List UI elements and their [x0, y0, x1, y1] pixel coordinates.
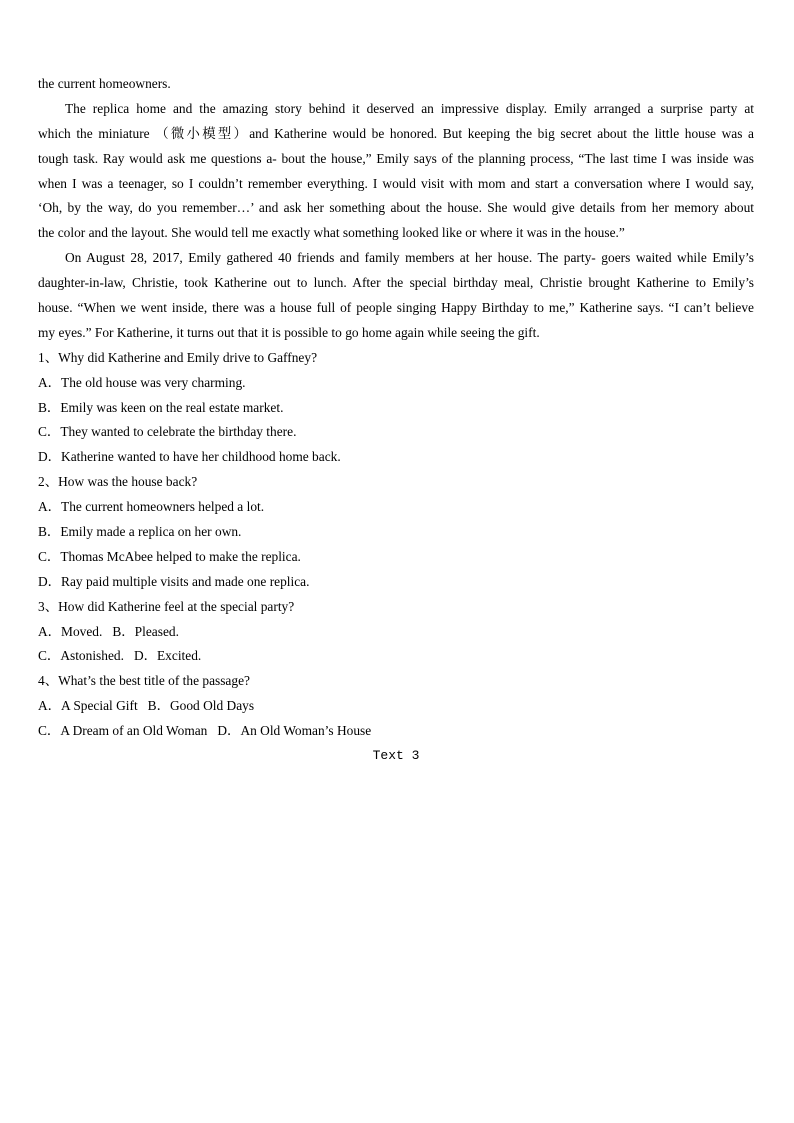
question-stem: 4、What’s the best title of the passage?	[38, 673, 250, 689]
option-row	[38, 371, 754, 396]
answer-option: A．The old house was very charming.	[38, 374, 246, 390]
answer-option: C．Astonished.	[38, 648, 124, 664]
answer-option: D．Katherine wanted to have her childhood home back.	[38, 449, 341, 465]
section-heading: Text 3	[372, 748, 420, 764]
passage-line: my eyes.” For Katherine, it turns out that it is possible to go home again while seeing the gift.	[38, 324, 540, 340]
option-row	[38, 495, 754, 520]
option-row	[38, 396, 754, 421]
passage-line: tough task. Ray would ask me questions a- bout the house,” Emily says of the planning process, “The last time I was inside was	[38, 150, 754, 166]
option-row	[38, 420, 754, 445]
passage	[38, 72, 754, 346]
answer-option: C．They wanted to celebrate the birthday there.	[38, 424, 297, 440]
passage-line: The replica home and the amazing story behind it deserved an impressive display. Emily arranged a surprise party at	[65, 100, 754, 116]
answer-option: B．Pleased.	[112, 623, 179, 639]
answer-option: D．Ray paid multiple visits and made one replica.	[38, 573, 310, 589]
answer-option: A．The current homeowners helped a lot.	[38, 499, 265, 515]
passage-line: ‘Oh, by the way, do you remember…’ and ask her something about the house. She would give details from her memory about	[38, 200, 754, 216]
answer-option: D．An Old Woman’s House	[217, 723, 372, 739]
option-row	[38, 644, 754, 669]
option-row	[38, 520, 754, 545]
passage-line: the color and the layout. She would tell me exactly what something looked like or where it was in the house.”	[38, 225, 625, 241]
answer-option: C．Thomas McAbee helped to make the replica.	[38, 548, 301, 564]
passage-line: house. “When we went inside, there was a house full of people singing Happy Birthday to me,” Katherine says. “I can’t believe	[38, 300, 754, 316]
answer-option: C．A Dream of an Old Woman	[38, 723, 208, 739]
option-row	[38, 570, 754, 595]
option-row	[38, 620, 754, 645]
question-stem: 1、Why did Katherine and Emily drive to Gaffney?	[38, 349, 318, 365]
answer-option: A．Moved.	[38, 623, 103, 639]
passage-line: which the miniature （微小模型）and Katherine would be honored. But keeping the big secret about the little house was a	[38, 125, 754, 141]
option-row	[38, 694, 754, 719]
answer-option: D．Excited.	[133, 648, 202, 664]
passage-line: On August 28, 2017, Emily gathered 40 friends and family members at her house. The party- goers waited while Emily’s	[65, 250, 754, 266]
passage-line: when I was a teenager, so I couldn’t remember everything. I would visit with mom and start a conversation where I would say,	[38, 175, 754, 191]
question-stem: 3、How did Katherine feel at the special party?	[38, 598, 295, 614]
document-page	[38, 72, 754, 769]
answer-option: B．Emily made a replica on her own.	[38, 524, 242, 540]
option-row	[38, 445, 754, 470]
answer-option: B．Emily was keen on the real estate market.	[38, 399, 284, 415]
option-row	[38, 719, 754, 744]
passage-line: daughter-in-law, Christie, took Katherine out to lunch. After the special birthday meal, Christie brought Katherine to Emily’s	[38, 275, 754, 291]
answer-option: B．Good Old Days	[147, 698, 255, 714]
questions	[38, 346, 754, 744]
passage-line: the current homeowners.	[38, 76, 171, 91]
answer-option: A．A Special Gift	[38, 698, 138, 714]
question-stem: 2、How was the house back?	[38, 474, 198, 490]
option-row	[38, 545, 754, 570]
